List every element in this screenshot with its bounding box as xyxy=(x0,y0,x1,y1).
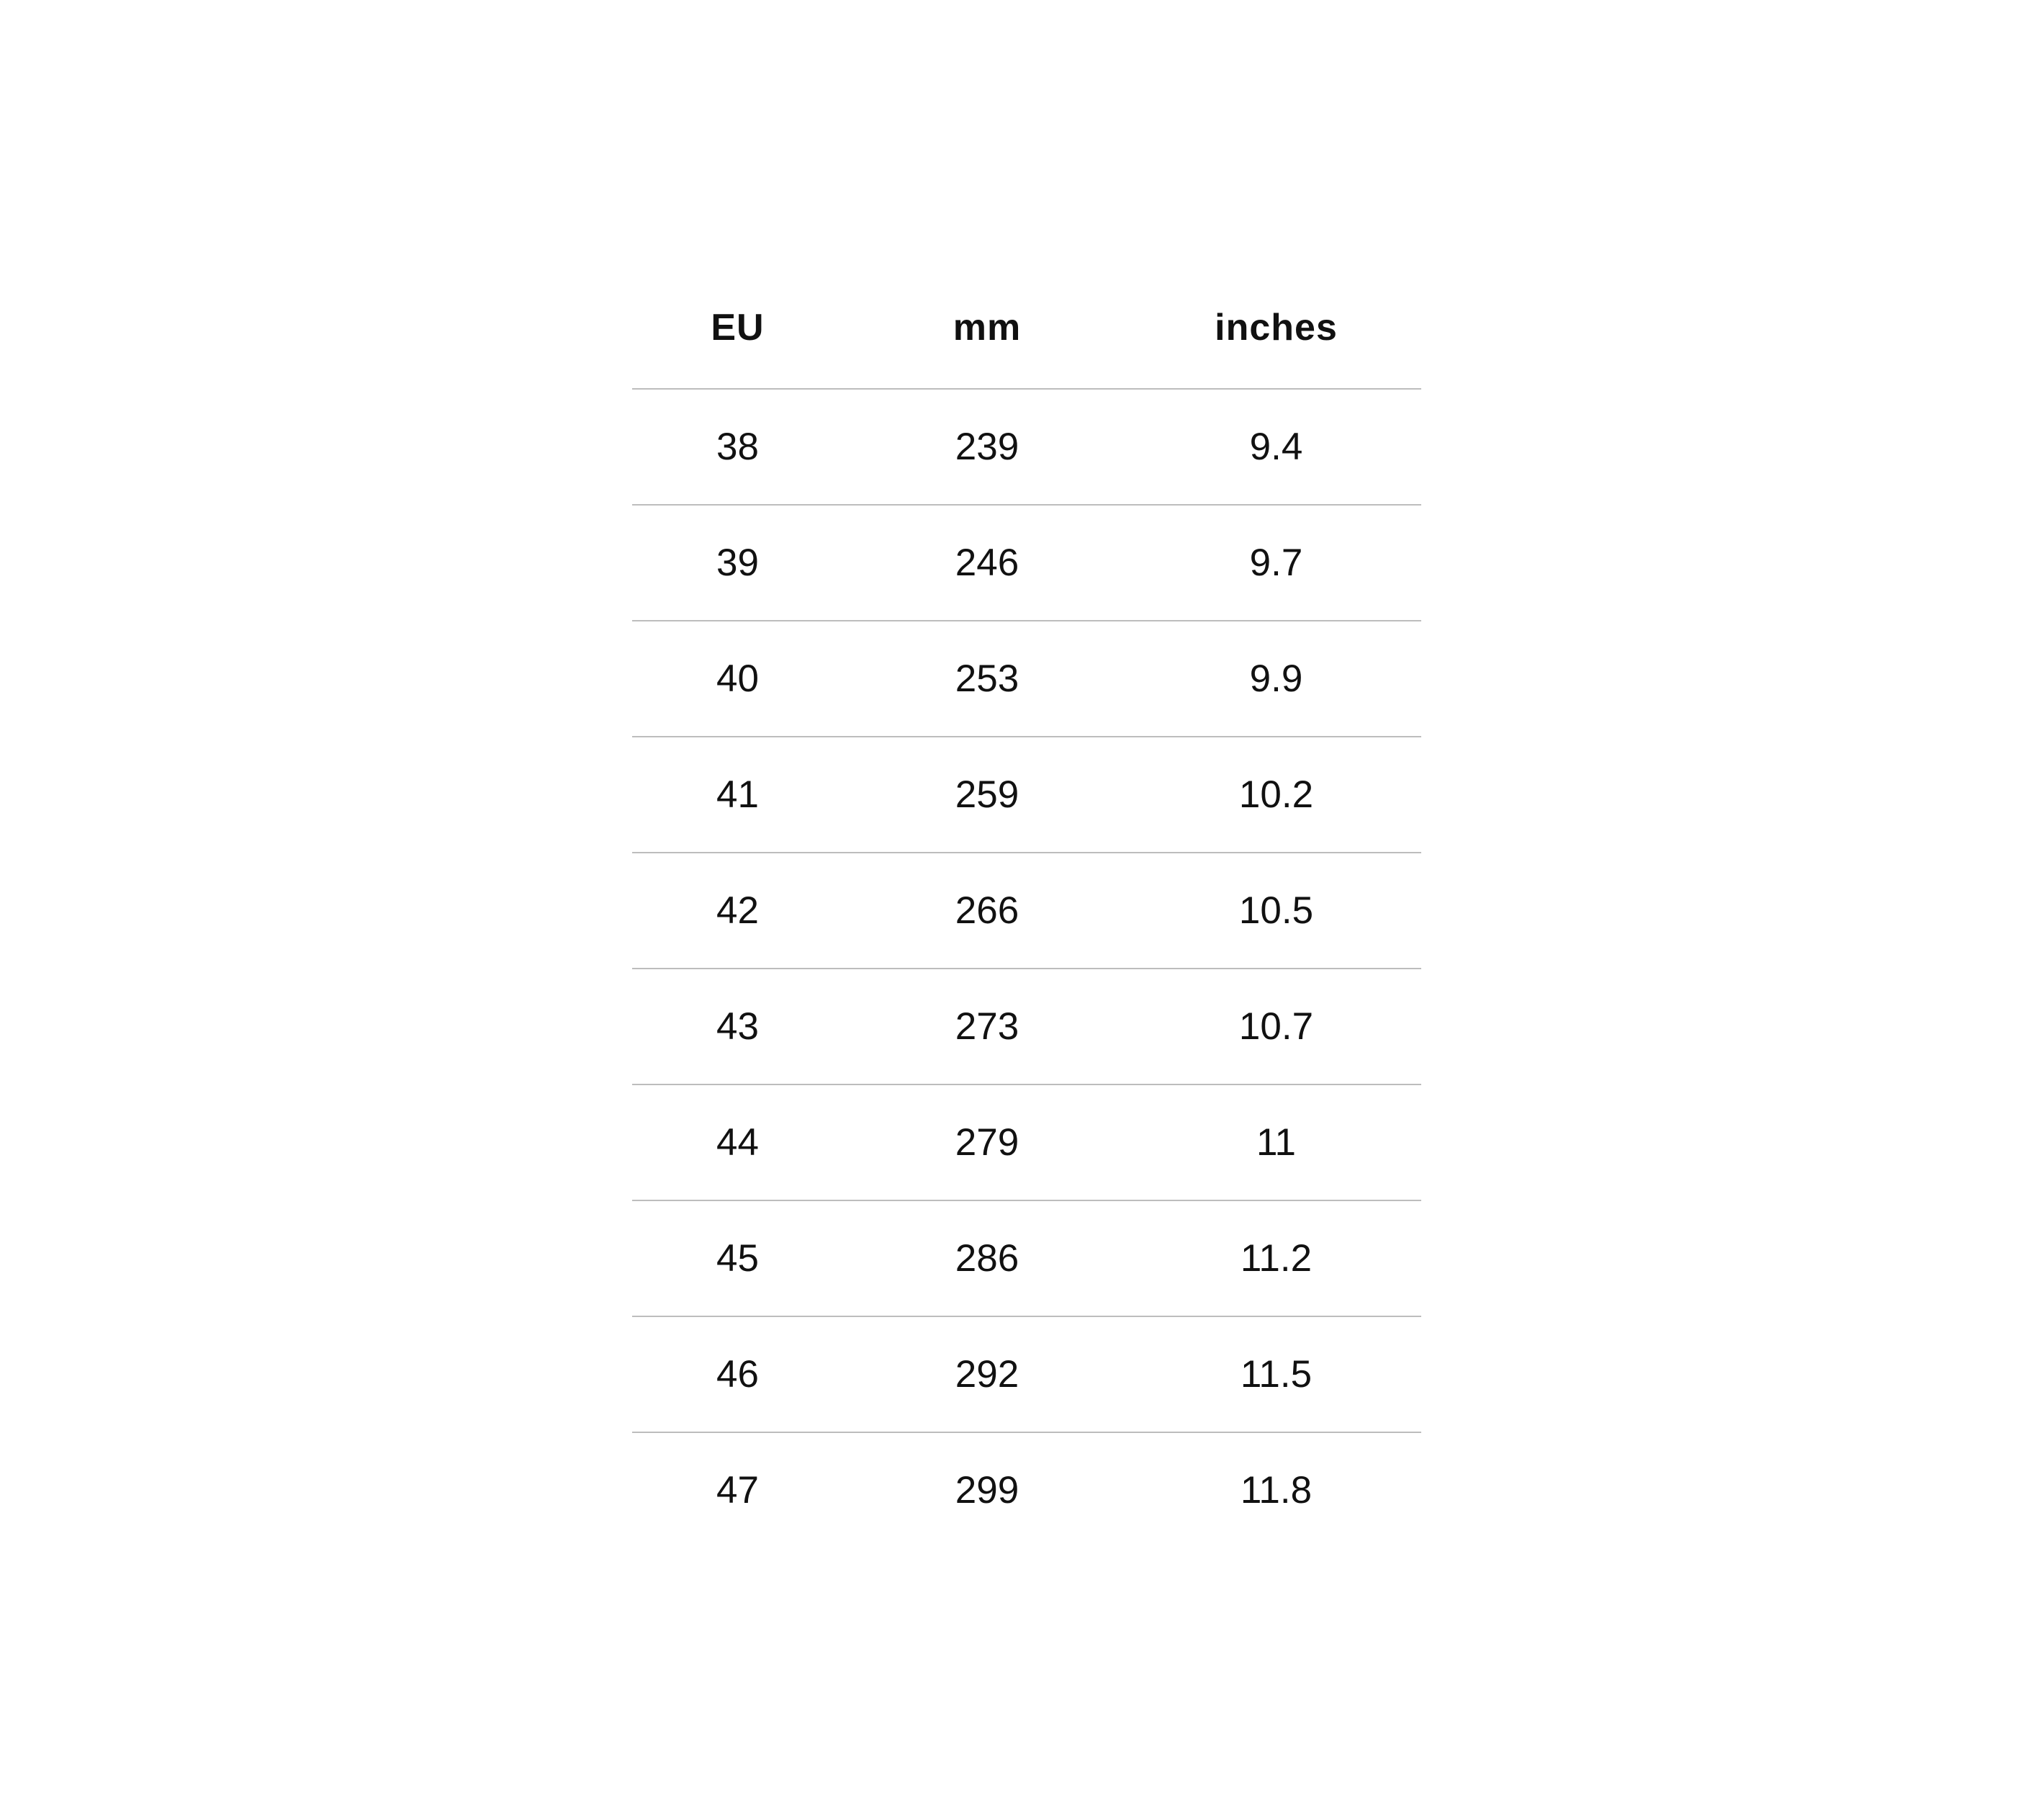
header-row xyxy=(632,267,1421,389)
table-body xyxy=(632,389,1421,1548)
cell-eu: 38 xyxy=(632,389,843,505)
table-row xyxy=(632,1316,1421,1432)
cell-mm: 239 xyxy=(843,389,1131,505)
cell-inches: 10.5 xyxy=(1131,853,1421,969)
table-row xyxy=(632,621,1421,737)
cell-inches: 9.4 xyxy=(1131,389,1421,505)
cell-mm: 292 xyxy=(843,1316,1131,1432)
table-row xyxy=(632,389,1421,505)
table-row xyxy=(632,1200,1421,1316)
table-row xyxy=(632,853,1421,969)
cell-mm: 246 xyxy=(843,505,1131,621)
cell-inches: 11.2 xyxy=(1131,1200,1421,1316)
header-inches: inches xyxy=(1131,267,1421,389)
cell-mm: 286 xyxy=(843,1200,1131,1316)
cell-mm: 253 xyxy=(843,621,1131,737)
cell-inches: 10.2 xyxy=(1131,737,1421,853)
table-row xyxy=(632,1432,1421,1548)
cell-inches: 11.5 xyxy=(1131,1316,1421,1432)
header-mm: mm xyxy=(843,267,1131,389)
cell-eu: 39 xyxy=(632,505,843,621)
table-row xyxy=(632,969,1421,1084)
cell-eu: 42 xyxy=(632,853,843,969)
cell-mm: 279 xyxy=(843,1084,1131,1200)
size-chart-table xyxy=(632,267,1421,1548)
cell-inches: 9.9 xyxy=(1131,621,1421,737)
table-row xyxy=(632,505,1421,621)
table-row xyxy=(632,1084,1421,1200)
cell-inches: 9.7 xyxy=(1131,505,1421,621)
cell-mm: 259 xyxy=(843,737,1131,853)
cell-eu: 45 xyxy=(632,1200,843,1316)
cell-mm: 299 xyxy=(955,1469,1019,1512)
header-eu: EU xyxy=(632,267,843,389)
cell-eu: 43 xyxy=(632,969,843,1084)
cell-inches: 10.7 xyxy=(1131,969,1421,1084)
table-header xyxy=(632,267,1421,389)
cell-eu: 46 xyxy=(632,1316,843,1432)
cell-inches: 11.8 xyxy=(1240,1469,1313,1512)
cell-eu: 40 xyxy=(632,621,843,737)
cell-eu: 41 xyxy=(632,737,843,853)
cell-inches: 11 xyxy=(1131,1084,1421,1200)
cell-eu: 47 xyxy=(716,1469,759,1512)
cell-mm: 273 xyxy=(843,969,1131,1084)
table-row xyxy=(632,737,1421,853)
cell-eu: 44 xyxy=(632,1084,843,1200)
cell-mm: 266 xyxy=(843,853,1131,969)
